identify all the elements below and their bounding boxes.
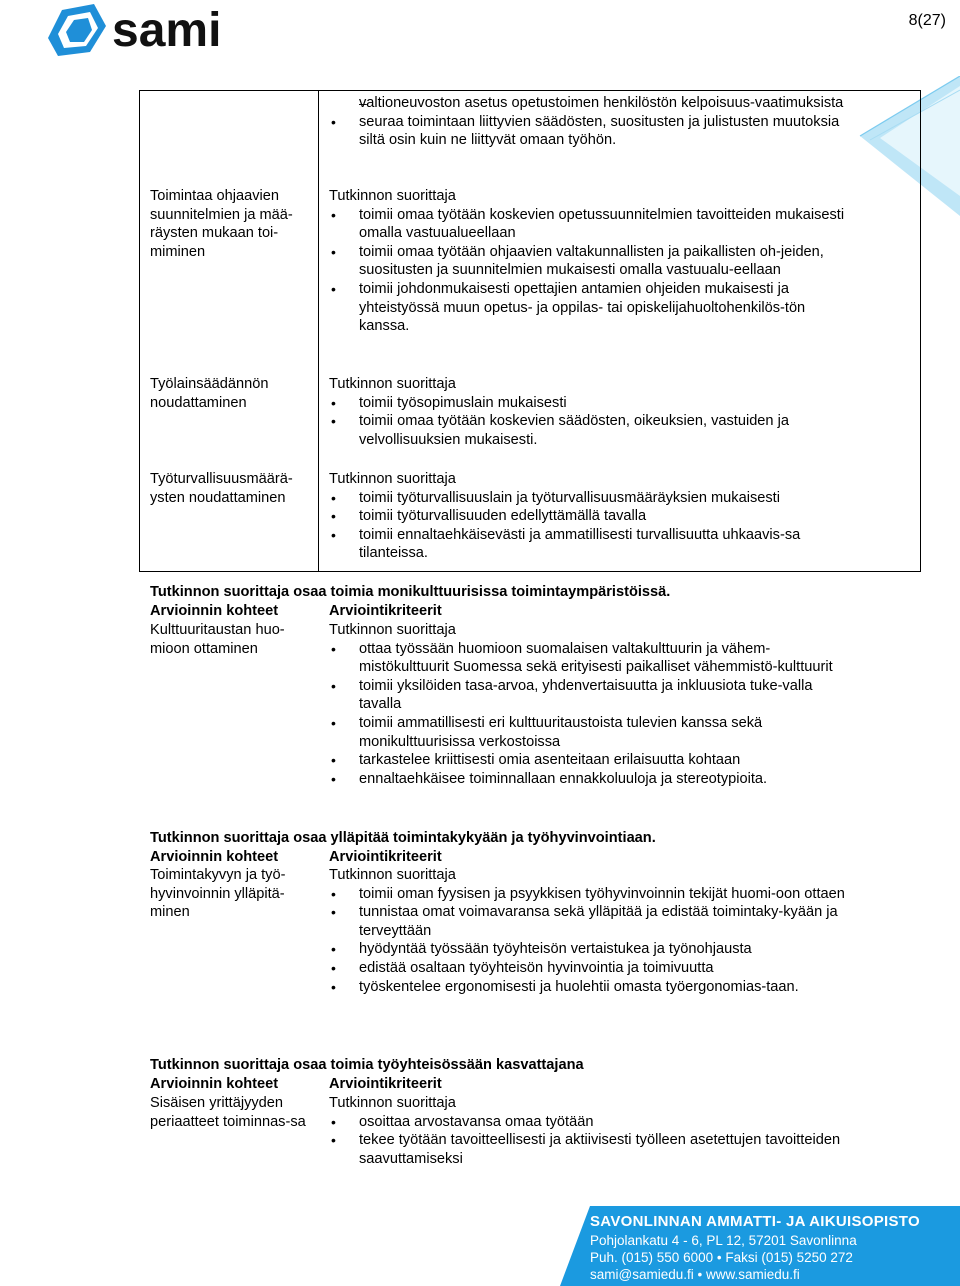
col-header-targets: Arvioinnin kohteet xyxy=(150,849,279,865)
footer-school-name: SAVONLINNAN AMMATTI- JA AIKUISOPISTO xyxy=(590,1213,920,1230)
brand-name: sami xyxy=(112,4,222,57)
list-item: • ottaa työssään huomioon suomalaisen valtakulttuurin ja vähem-mistökulttuurit Suomessa sekä erityisesti paikalliset vähemmistö-kulttuurit xyxy=(329,640,849,677)
section-heading: Tutkinnon suorittaja osaa ylläpitää toimintakykyään ja työhyvinvointiaan. xyxy=(150,830,656,846)
footer-phone: Puh. (015) 550 6000 • Faksi (015) 5250 272 xyxy=(590,1250,853,1265)
bullet-list xyxy=(329,113,849,150)
footer-web: sami@samiedu.fi • www.samiedu.fi xyxy=(590,1267,800,1282)
bullet-list xyxy=(329,394,849,450)
col-header-targets: Arvioinnin kohteet xyxy=(150,1076,279,1092)
criteria-lead: Tutkinnon suorittaja xyxy=(329,471,456,487)
list-item: • toimii oman fyysisen ja psyykkisen työhyvinvoinnin tekijät huomi-oon ottaen xyxy=(329,885,849,904)
list-item: • edistää osaltaan työyhteisön hyvinvointia ja toimivuutta xyxy=(329,959,849,978)
table-row xyxy=(329,470,849,563)
list-item: • toimii työsopimuslain mukaisesti xyxy=(329,394,849,413)
assessment-target: Työlainsäädännön noudattaminen xyxy=(150,376,269,411)
col-header-criteria: Arviointikriteerit xyxy=(329,1076,442,1092)
assessment-target: Sisäisen yrittäjyyden periaatteet toiminnas-sa xyxy=(150,1095,306,1130)
criteria-lead: Tutkinnon suorittaja xyxy=(329,1095,456,1111)
criteria-lead: Tutkinnon suorittaja xyxy=(329,867,456,883)
criteria-block xyxy=(329,1094,849,1168)
list-item: • osoittaa arvostavansa omaa työtään xyxy=(329,1113,849,1132)
col-header-targets: Arvioinnin kohteet xyxy=(150,603,279,619)
assessment-target: Toimintakyvyn ja työ-hyvinvoinnin ylläpitä-minen xyxy=(150,867,286,921)
section-heading: Tutkinnon suorittaja osaa toimia monikulttuurisissa toimintaympäristöissä. xyxy=(150,584,671,600)
criteria-lead: Tutkinnon suorittaja xyxy=(329,376,456,392)
assessment-target: Toimintaa ohjaavien suunnitelmien ja mää-räysten mukaan toi-miminen xyxy=(150,188,293,260)
bullet-list xyxy=(329,206,849,336)
list-item: • toimii yksilöiden tasa-arvoa, yhdenvertaisuutta ja inkluusiota tuke-valla tavalla xyxy=(329,677,849,714)
assessment-target: Kulttuuritaustan huo-mioon ottaminen xyxy=(150,622,285,657)
list-item: • toimii omaa työtään ohjaavien valtakunnallisten ja paikallisten oh-jeiden, suositusten ja suunnitelmien mukaisesti omalla vastuualu-eellaan xyxy=(329,243,849,280)
bullet-list xyxy=(329,640,849,789)
table-row xyxy=(329,375,849,449)
criteria-lead: Tutkinnon suorittaja xyxy=(329,188,456,204)
table-row xyxy=(329,187,849,336)
list-item: • toimii ennaltaehkäisevästi ja ammatillisesti turvallisuutta uhkaavis-sa tilanteissa. xyxy=(329,526,849,563)
table-divider xyxy=(318,90,319,572)
hexagon-logo-icon xyxy=(48,4,106,56)
criteria-lead: Tutkinnon suorittaja xyxy=(329,622,456,638)
list-item: – valtioneuvoston asetus opetustoimen henkilöstön kelpoisuus-vaatimuksista xyxy=(329,94,849,113)
col-header-criteria: Arviointikriteerit xyxy=(329,603,442,619)
criteria-block xyxy=(329,621,849,788)
col-header-criteria: Arviointikriteerit xyxy=(329,849,442,865)
list-item: • toimii työturvallisuuslain ja työturvallisuusmääräyksien mukaisesti xyxy=(329,489,849,508)
assessment-target: Työturvallisuusmäärä-ysten noudattaminen xyxy=(150,471,293,506)
list-item: • toimii omaa työtään koskevien opetussuunnitelmien tavoitteiden mukaisesti omalla vastuualueellaan xyxy=(329,206,849,243)
bullet-list xyxy=(329,489,849,563)
footer-address: Pohjolankatu 4 - 6, PL 12, 57201 Savonlinna xyxy=(590,1233,857,1248)
bullet-list xyxy=(329,1113,849,1169)
section-heading: Tutkinnon suorittaja osaa toimia työyhteisössään kasvattajana xyxy=(150,1057,584,1073)
bullet-list xyxy=(329,885,849,997)
list-item: • toimii omaa työtään koskevien säädösten, oikeuksien, vastuiden ja velvollisuuksien mukaisesti. xyxy=(329,412,849,449)
list-item: • hyödyntää työssään työyhteisön vertaistukea ja työnohjausta xyxy=(329,940,849,959)
list-item: • tunnistaa omat voimavaransa sekä ylläpitää ja edistää toimintaky-kyään ja terveyttään xyxy=(329,903,849,940)
criteria-block xyxy=(329,866,849,996)
list-item: • tarkastelee kriittisesti omia asenteitaan erilaisuutta kohtaan xyxy=(329,751,849,770)
dash-list xyxy=(329,94,849,113)
list-item: • työskentelee ergonomisesti ja huolehtii omasta työergonomias-taan. xyxy=(329,978,849,997)
list-item: • tekee työtään tavoitteellisesti ja aktiivisesti työlleen asetettujen tavoitteiden saavuttamiseksi xyxy=(329,1131,849,1168)
table-row xyxy=(329,94,849,150)
list-item: • ennaltaehkäisee toiminnallaan ennakkoluuloja ja stereotypioita. xyxy=(329,770,849,789)
page-number: 8(27) xyxy=(908,12,946,29)
list-item: • toimii johdonmukaisesti opettajien antamien ohjeiden mukaisesti ja yhteistyössä muun opetus- ja oppilas- tai opiskelijahuoltohenkilös-tön kanssa. xyxy=(329,280,849,336)
list-item: • toimii työturvallisuuden edellyttämällä tavalla xyxy=(329,507,849,526)
list-item: • seuraa toimintaan liittyvien säädösten, suositusten ja julistusten muutoksia siltä osin kuin ne liittyvät omaan työhön. xyxy=(329,113,849,150)
list-item: • toimii ammatillisesti eri kulttuuritaustoista tulevien kanssa sekä monikulttuurisissa verkostoissa xyxy=(329,714,849,751)
sami-logo xyxy=(44,0,254,60)
